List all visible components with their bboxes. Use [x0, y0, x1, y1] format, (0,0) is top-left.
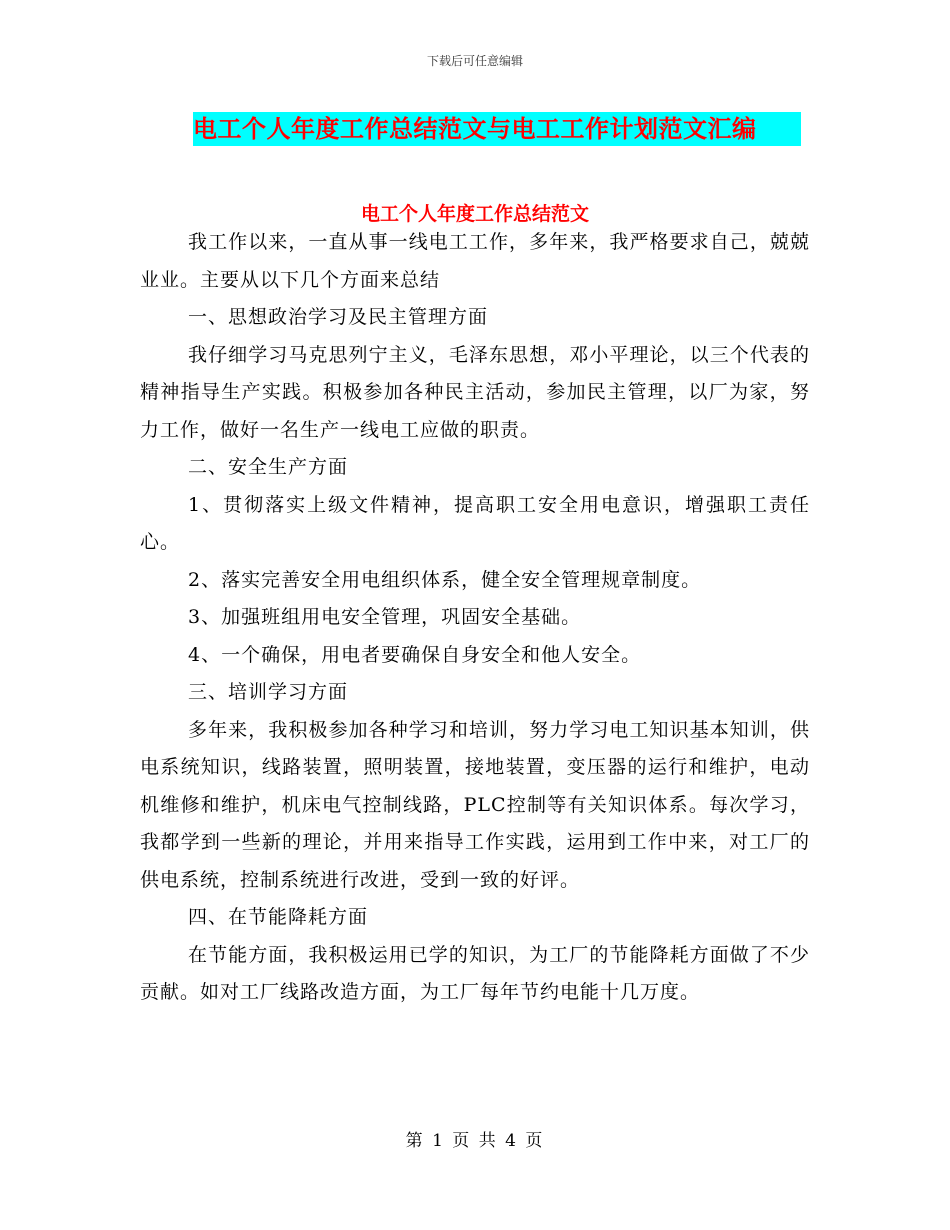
- section-title: 电工个人年度工作总结范文: [360, 203, 589, 225]
- section-heading: 四、在节能降耗方面: [188, 906, 369, 928]
- section-heading: 一、思想政治学习及民主管理方面: [188, 306, 489, 328]
- paragraph: 我仔细学习马克思列宁主义，毛泽东思想，邓小平理论，以三个代表的精神指导生产实践。积极参加各种民主活动，参加民主管理，以厂为家，努力工作，做好一名生产一线电工应做的职责。: [140, 343, 810, 441]
- page-header-note: 下载后可任意编辑: [426, 54, 523, 68]
- page-footer: 第 1 页 共 4 页: [405, 1131, 545, 1151]
- list-item: 1、贯彻落实上级文件精神，提高职工安全用电意识，增强职工责任心。: [140, 493, 810, 553]
- section-heading: 二、安全生产方面: [188, 456, 349, 478]
- paragraph: 我工作以来，一直从事一线电工工作，多年来，我严格要求自己，兢兢业业。主要从以下几个方面来总结: [140, 231, 810, 291]
- paragraph: 在节能方面，我积极运用已学的知识，为工厂的节能降耗方面做了不少贡献。如对工厂线路改造方面，为工厂每年节约电能十几万度。: [140, 943, 810, 1003]
- list-item: 4、一个确保，用电者要确保自身安全和他人安全。: [188, 643, 642, 666]
- list-item: 2、落实完善安全用电组织体系，健全安全管理规章制度。: [188, 568, 702, 591]
- body-text: [140, 224, 810, 1012]
- paragraph: 多年来，我积极参加各种学习和培训，努力学习电工知识基本知训，供电系统知识，线路装置，照明装置，接地装置，变压器的运行和维护，电动机维修和维护，机床电气控制线路，PLC控制等有关知识体系。每次学习，我都学到一些新的理论，并用来指导工作实践，运用到工作中来，对工厂的供电系统，控制系统进行改进，受到一致的好评。: [140, 718, 810, 891]
- list-item: 3、加强班组用电安全管理，巩固安全基础。: [188, 606, 582, 628]
- document-title: 电工个人年度工作总结范文与电工工作计划范文汇编: [193, 112, 801, 146]
- section-heading: 三、培训学习方面: [188, 681, 349, 703]
